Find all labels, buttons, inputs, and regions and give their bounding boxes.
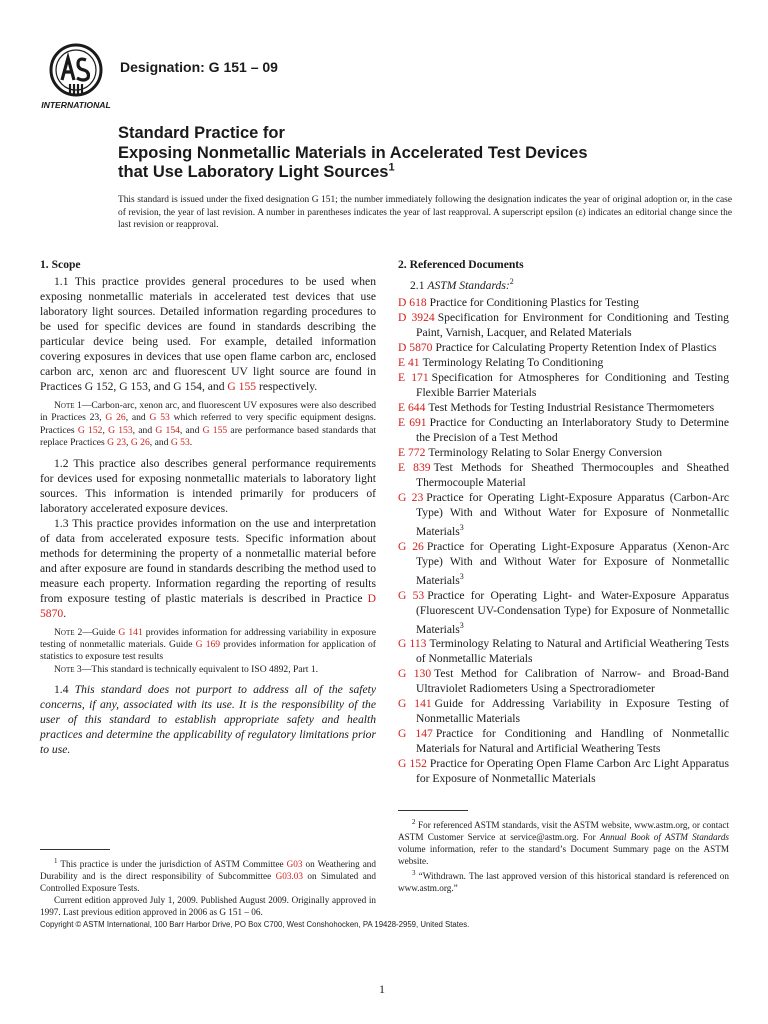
reference-code-link[interactable]: E 839: [398, 460, 431, 474]
reference-footnote-mark: 3: [459, 571, 464, 581]
scope-para-3: [40, 516, 376, 621]
reference-item: [398, 756, 729, 786]
reference-code-link[interactable]: E 772: [398, 445, 426, 459]
reference-code-link[interactable]: G 53: [398, 588, 425, 602]
document-title: [118, 124, 718, 183]
logo-wordmark: INTERNATIONAL: [41, 100, 111, 110]
note-1-text-7: are performance based standards that replace Practices: [40, 424, 377, 449]
reference-title: Guide for Addressing Variability in Exposure Testing of Nonmetallic Materials: [416, 697, 729, 726]
title-footnote-mark: 1: [388, 161, 395, 174]
reference-item: [398, 340, 729, 355]
reference-code-link[interactable]: D 5870: [398, 340, 433, 354]
reference-item: [398, 370, 729, 400]
reference-code-link[interactable]: D 3924: [398, 310, 435, 324]
title-line-3: [118, 163, 718, 183]
reference-code-link[interactable]: G 152: [398, 757, 427, 771]
reference-item: [398, 445, 729, 460]
scope-heading: 1. Scope: [40, 258, 81, 271]
reference-code-link[interactable]: G 130: [398, 667, 432, 681]
reference-title: Terminology Relating To Conditioning: [422, 355, 604, 369]
note-1-link-g155[interactable]: G 155: [202, 424, 228, 436]
reference-title: Practice for Conditioning and Handling of Nonmetallic Materials for Natural and Artificial Weathering Tests: [416, 727, 729, 756]
right-column: [398, 257, 729, 786]
note-1-link-g152[interactable]: G 152: [77, 424, 103, 436]
footnote-1-para-2: Current edition approved July 1, 2009. Published August 2009. Originally approved in 1997. Last previous edition approved in 2006 as G 151 – 06.: [40, 895, 376, 918]
note-3-label: Note 3: [54, 663, 82, 675]
subheading-text: ASTM Standards:: [427, 278, 510, 292]
note-1-label: Note 1: [54, 400, 82, 411]
note-1-link-g153[interactable]: G 153: [108, 424, 133, 436]
reference-code-link[interactable]: E 41: [398, 355, 420, 369]
reference-item: [398, 636, 729, 666]
reference-item: [398, 539, 729, 588]
reference-code-link[interactable]: G 113: [398, 637, 427, 651]
reference-title: Terminology Relating to Solar Energy Conversion: [428, 445, 663, 459]
note-1-text-1: —Carbon-arc, xenon arc, and fluorescent UV exposures were also described in Practices 23,: [40, 400, 376, 424]
note-2-text-1: —Guide: [82, 626, 119, 638]
reference-item: [398, 696, 729, 726]
reference-title: Test Method for Calibration of Narrow- and Broad-Band Ultraviolet Radiometers Using a Spectroradiometer: [416, 667, 729, 696]
reference-footnote-mark: 3: [459, 522, 464, 532]
reference-title: Practice for Operating Light- and Water-Exposure Apparatus (Fluorescent UV-Condensation Type) for Exposure of Nonmetallic Materials: [416, 588, 729, 636]
note-1-link-g26[interactable]: G 26: [105, 412, 126, 424]
footnote-2-italic: Annual Book of ASTM Standards: [599, 832, 729, 843]
title-line-1: Standard Practice for: [118, 124, 285, 142]
footnote-1: [40, 855, 376, 918]
reference-list: [398, 295, 729, 787]
reference-code-link[interactable]: E 644: [398, 400, 426, 414]
reference-title: Practice for Conditioning Plastics for Testing: [429, 295, 639, 309]
reference-title: Practice for Operating Light-Exposure Apparatus (Carbon-Arc Type) With and Without Water for Exposure of Nonmetallic Materials: [416, 490, 729, 538]
reference-code-link[interactable]: E 691: [398, 415, 427, 429]
note-2: [40, 627, 376, 664]
reference-title: Specification for Atmospheres for Conditioning and Testing Flexible Barrier Materials: [416, 370, 730, 399]
reference-title: Practice for Conducting an Interlaboratory Study to Determine the Precision of a Test Method: [416, 415, 729, 444]
subheading-footnote-mark: 2: [509, 277, 514, 286]
note-1-text-3: which referred to very specific equipment designs. Practices: [40, 412, 377, 436]
referenced-heading: 2. Referenced Documents: [398, 258, 524, 271]
note-1-text-5: , and: [132, 424, 156, 436]
note-1-link-g154[interactable]: G 154: [155, 424, 180, 436]
reference-item: [398, 295, 729, 310]
footnote-3: [398, 867, 729, 894]
reference-title: Practice for Operating Light-Exposure Apparatus (Xenon-Arc Type) With and Without Water for Exposure of Nonmetallic Materials: [416, 539, 729, 587]
reference-item: [398, 415, 729, 445]
link-d5870[interactable]: D 5870: [40, 591, 376, 620]
title-line-2: Exposing Nonmetallic Materials in Accelerated Test Devices: [118, 143, 588, 162]
reference-item: [398, 355, 729, 370]
note-2-link-g169[interactable]: G 169: [195, 639, 221, 651]
astm-standards-subheading: [410, 274, 729, 293]
scope-para-3-text: 1.3 This practice provides information on the use and interpretation of data from accelerated exposure tests. Specific information about methods for determining the property of a nonmetallic material before and after exposure are found in standards describing the method used to measure each property. Information regarding the reporting of results from exposure testing of plastic materials is described in Practice: [40, 516, 376, 605]
footnote-3-mark: 3: [412, 869, 416, 878]
note-1: [40, 400, 376, 450]
scope-para-4-text: This standard does not purport to address all of the safety concerns, if any, associated with its use. It is the responsibility of the user of this standard to establish appropriate safety and health practices and determine the applicability of regulatory limitations prior to use.: [40, 683, 376, 757]
reference-title: Test Methods for Testing Industrial Resistance Thermometers: [428, 400, 715, 414]
footnote-rule-right: [398, 810, 468, 811]
footnote-2-text-1: For referenced ASTM standards, visit the ASTM website, www.astm.org, or contact ASTM Customer Service at service@astm.org. For: [398, 820, 729, 843]
reference-code-link[interactable]: E 171: [398, 370, 429, 384]
reference-code-link[interactable]: G 26: [398, 539, 424, 553]
footnote-1-mark: 1: [54, 857, 58, 865]
note-1-link-g26b[interactable]: G 26: [130, 437, 150, 449]
reference-item: [398, 460, 729, 490]
note-1-text-8: ,: [126, 437, 131, 449]
note-2-text-2: provides information for addressing variability in exposure testing of nonmetallic materials. Guide: [40, 626, 376, 651]
note-1-link-g23[interactable]: G 23: [107, 437, 127, 449]
reference-item: [398, 588, 729, 637]
reference-item: [398, 726, 729, 756]
note-2-label: Note 2: [54, 626, 83, 638]
scope-para-4-num: 1.4: [54, 683, 75, 697]
footnote-3-text: “Withdrawn. The last approved version of this historical standard is referenced on www.astm.org.”: [398, 871, 729, 894]
reference-code-link[interactable]: G 23: [398, 490, 424, 504]
note-1-text-9: , and: [149, 437, 171, 449]
footnote-2-text-2: volume information, refer to the standard’s Document Summary page on the ASTM website.: [398, 844, 729, 867]
left-column: [40, 257, 376, 757]
note-1-link-g53b[interactable]: G 53: [170, 437, 190, 449]
scope-para-1-text: 1.1 This practice provides general procedures to be used when exposing nonmetallic materials in accelerated test devices that use laboratory light sources. Detailed information regarding procedures to be used for specific devices are found in standards describing the particular device being used. For example, detailed information covering exposures in devices that use open flame carbon arc, enclosed carbon arc, xenon arc and fluorescent UV light source are found in Practices G 152, G 153, and G 154, and: [40, 275, 376, 393]
footnote-1-link-g03[interactable]: G03: [286, 859, 303, 870]
note-1-text-4: ,: [102, 424, 109, 436]
footnote-2-3: [398, 816, 729, 894]
scope-para-2: 1.2 This practice also describes general performance requirements for devices used for exposing nonmetallic materials to laboratory light sources. This information is intended primarily for producers of laboratory accelerated exposure devices.: [40, 456, 376, 515]
note-1-text-2: , and: [125, 412, 150, 424]
footnote-1-text-3: on Simulated and Controlled Exposure Tests.: [40, 871, 376, 894]
reference-title: Terminology Relating to Natural and Artificial Weathering Tests of Nonmetallic Materials: [416, 637, 729, 666]
note-2-link-g141[interactable]: G 141: [118, 626, 143, 638]
scope-para-4: [40, 682, 376, 757]
subheading-num: 2.1: [410, 278, 428, 292]
footnote-2-mark: 2: [412, 818, 416, 826]
reference-code-link[interactable]: D 618: [398, 295, 427, 309]
reference-title: Specification for Environment for Conditioning and Testing Paint, Varnish, Lacquer, and Related Materials: [416, 310, 729, 339]
scope-para-3-tail: .: [63, 606, 67, 620]
link-g155[interactable]: G 155: [227, 380, 257, 393]
reference-title: Practice for Operating Open Flame Carbon Arc Light Apparatus for Exposure of Nonmetallic Materials: [416, 757, 729, 786]
scope-para-1: [40, 274, 376, 394]
reference-item: [398, 490, 729, 539]
reference-item: [398, 666, 729, 696]
note-2-text-3: provides information for application of statistics to exposure test results: [40, 639, 376, 663]
designation: Designation: G 151 – 09: [120, 59, 278, 75]
scope-para-1-tail: respectively.: [256, 380, 318, 393]
footnote-rule-left: [40, 849, 110, 850]
footnote-2: [398, 816, 729, 867]
reference-title: Test Methods for Sheathed Thermocouples and Sheathed Thermocouple Material: [416, 460, 730, 489]
copyright-line: Copyright © ASTM International, 100 Barr Harbor Drive, PO Box C700, West Conshohocken, PA 19428-2959, United States.: [40, 920, 470, 929]
page-number: 1: [379, 982, 385, 996]
note-3-text: —This standard is technically equivalent to ISO 4892, Part 1.: [81, 663, 319, 675]
reference-item: [398, 310, 729, 340]
note-1-link-g53[interactable]: G 53: [149, 412, 170, 424]
reference-code-link[interactable]: G 147: [398, 727, 433, 741]
preamble: This standard is issued under the fixed designation G 151; the number immediately following the designation indicates the year of original adoption or, in the case of revision, the year of last revision. A number in parentheses indicates the year of last reapproval. A superscript epsilon (ε) indicates an editorial change since the last revision or reapproval.: [118, 195, 732, 231]
title-line-3-text: that Use Laboratory Light Sources: [118, 163, 389, 181]
note-1-text-10: .: [189, 437, 193, 449]
note-3: [40, 664, 376, 676]
reference-footnote-mark: 3: [459, 620, 464, 630]
reference-title: Practice for Calculating Property Retention Index of Plastics: [435, 340, 717, 354]
footnote-1-text-1: This practice is under the jurisdiction of ASTM Committee: [57, 859, 287, 870]
reference-code-link[interactable]: G 141: [398, 697, 432, 711]
footnote-1-link-g0303[interactable]: G03.03: [275, 871, 303, 882]
note-1-text-6: , and: [179, 424, 203, 436]
reference-item: [398, 400, 729, 415]
astm-logo: [40, 40, 112, 112]
footnote-1-text-2: on Weathering and Durability and is the direct responsibility of Subcommittee: [40, 859, 376, 882]
